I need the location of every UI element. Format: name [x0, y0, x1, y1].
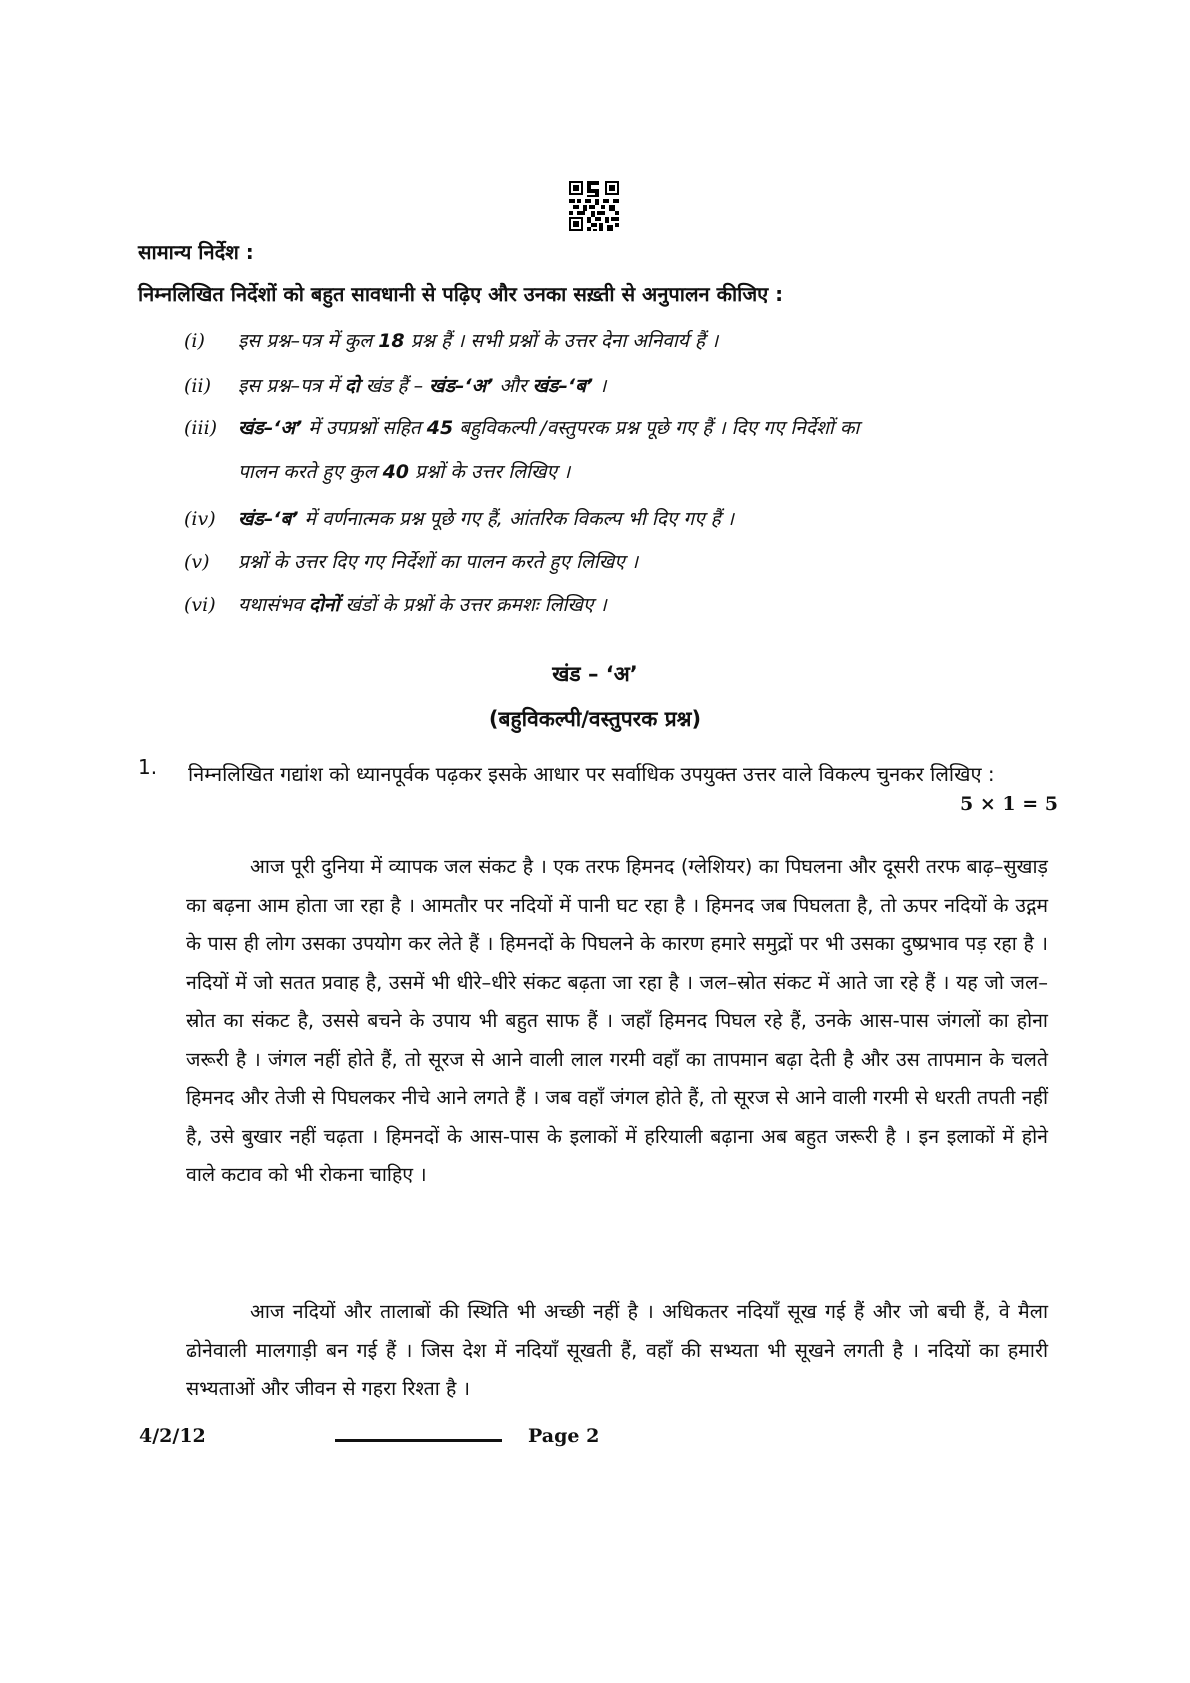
- page-footer: [0, 1425, 1190, 1455]
- instruction-number: (iii): [184, 417, 218, 439]
- general-instructions-title: सामान्य निर्देश :: [138, 240, 254, 264]
- instruction-item: (v) प्रश्नों के उत्तर दिए गए निर्देशों का पालन करते हुए लिखिए ।: [184, 551, 639, 573]
- instruction-number: (iv): [184, 508, 216, 530]
- question-number: 1.: [138, 755, 158, 779]
- question-text: निम्नलिखित गद्यांश को ध्यानपूर्वक पढ़कर इसके आधार पर सर्वाधिक उपयुक्त उत्तर वाले विकल्प चुनकर लिखिए :: [188, 762, 995, 786]
- instruction-item: (iv) खंड–‘ब’ में वर्णनात्मक प्रश्न पूछे गए हैं, आंतरिक विकल्प भी दिए गए हैं ।: [184, 508, 734, 530]
- instruction-number: (i): [184, 330, 205, 352]
- question-marks: 5 × 1 = 5: [960, 793, 1058, 815]
- instruction-number: (v): [184, 551, 210, 573]
- footer-divider: [335, 1439, 502, 1442]
- passage-paragraph-2: आज नदियों और तालाबों की स्थिति भी अच्छी नहीं है । अधिकतर नदियाँ सूख गई हैं और जो बची हैं, वे मैला ढोनेवाली मालगाड़ी बन गई हैं । जिस देश में नदियाँ सूखती हैं, वहाँ की सभ्यता भी सूखने लगती है । नदियों का हमारी सभ्यताओं और जीवन से गहरा रिश्ता है ।: [186, 1300, 1048, 1400]
- paper-code: 4/2/12: [139, 1425, 206, 1447]
- instruction-item: (vi) यथासंभव दोनों खंडों के प्रश्नों के उत्तर क्रमशः लिखिए ।: [184, 594, 607, 616]
- general-instructions-subtitle: निम्नलिखित निर्देशों को बहुत सावधानी से पढ़िए और उनका सख़्ती से अनुपालन कीजिए :: [138, 282, 784, 306]
- qr-code-icon: [567, 181, 621, 231]
- section-title: खंड – ‘अ’: [552, 662, 638, 686]
- instruction-item: (iii) खंड–‘अ’ में उपप्रश्नों सहित 45 बहुविकल्पी /वस्तुपरक प्रश्न पूछे गए हैं । दिए गए निर्देशों का पालन करते हुए कुल 40 प्रश्नों के उत्तर लिखिए ।: [184, 406, 859, 494]
- instruction-number: (vi): [184, 594, 216, 616]
- section-subtitle: (बहुविकल्पी/वस्तुपरक प्रश्न): [488, 707, 702, 731]
- instruction-item: (i) इस प्रश्न–पत्र में कुल 18 प्रश्न हैं । सभी प्रश्नों के उत्तर देना अनिवार्य हैं ।: [184, 330, 719, 352]
- page-number: Page 2: [528, 1425, 600, 1447]
- instruction-item: (ii) इस प्रश्न–पत्र में दो खंड हैं – खंड–‘अ’ और खंड–‘ब’ ।: [184, 375, 607, 397]
- passage-paragraph-1: आज पूरी दुनिया में व्यापक जल संकट है । एक तरफ हिमनद (ग्लेशियर) का पिघलना और दूसरी तरफ बाढ़–सुखाड़ का बढ़ना आम होता जा रहा है । आमतौर पर नदियों में पानी घट रहा है । हिमनद जब पिघलता है, तो ऊपर नदियों के उद्गम के पास ही लोग उसका उपयोग कर लेते हैं । हिमनदों के पिघलने के कारण हमारे समुद्रों पर भी उसका दुष्प्रभाव पड़ रहा है । नदियों में जो सतत प्रवाह है, उसमें भी धीरे–धीरे संकट बढ़ता जा रहा है । जल–स्रोत संकट में आते जा रहे हैं । यह जो जल–स्रोत का संकट है, उससे बचने के उपाय भी बहुत साफ हैं । जहाँ हिमनद पिघल रहे हैं, उनके आस-पास जंगलों का होना जरूरी है । जंगल नहीं होते हैं, तो सूरज से आने वाली लाल गरमी वहाँ का तापमान बढ़ा देती है और उस तापमान के चलते हिमनद और तेजी से पिघलकर नीचे आने लगते हैं । जब वहाँ जंगल होते हैं, तो सूरज से आने वाली गरमी से धरती तपती नहीं है, उसे बुखार नहीं चढ़ता । हिमनदों के आस-पास के इलाकों में हरियाली बढ़ाना अब बहुत जरूरी है । इन इलाकों में होने वाले कटाव को भी रोकना चाहिए ।: [186, 855, 1048, 1186]
- instruction-number: (ii): [184, 375, 211, 397]
